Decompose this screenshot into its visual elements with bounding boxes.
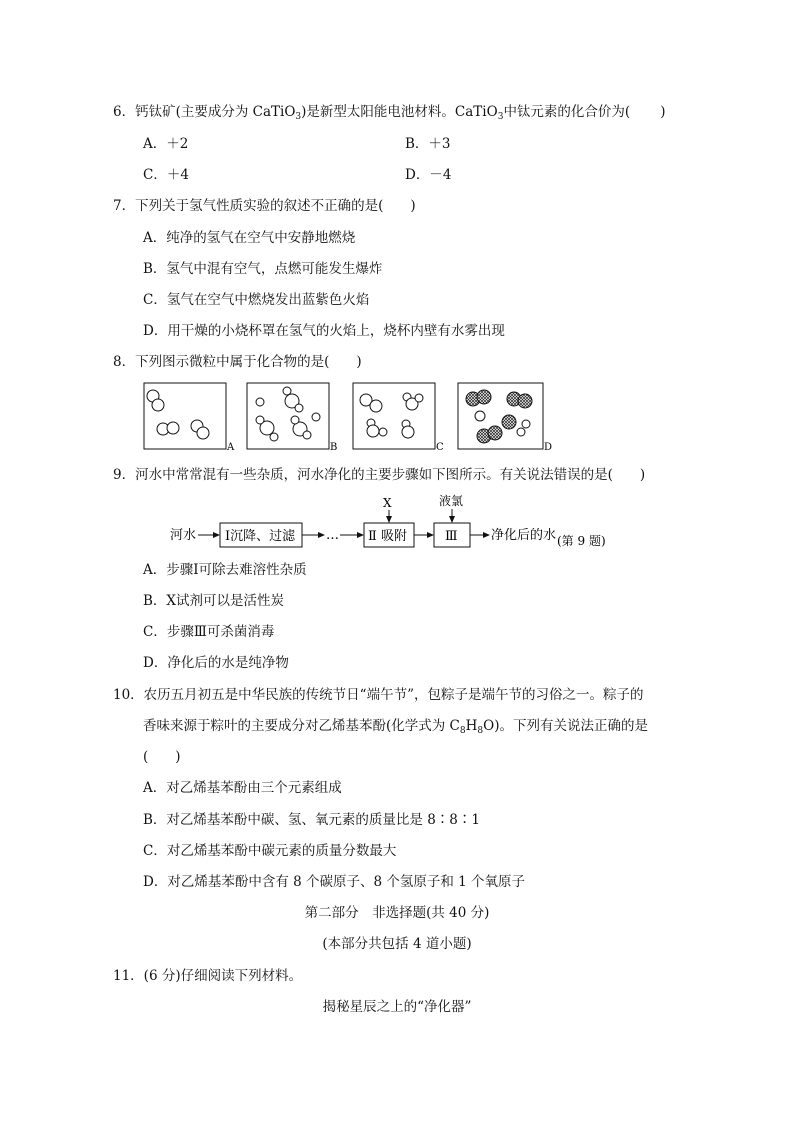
question-11-stem: 11．(6 分)仔细阅读下列材料。: [113, 968, 303, 984]
question-7-stem: 7．下列关于氢气性质实验的叙述不正确的是( ): [113, 198, 416, 214]
chlorine-label: 液氯: [439, 494, 464, 508]
q6-text-c: 中钛元素的化合价为(: [503, 104, 631, 120]
q10-text-a: 香味来源于粽叶的主要成分对乙烯基苯酚(化学式为 C: [143, 718, 460, 734]
question-10-line-1: 10．农历五月初五是中华民族的传统节日“端午节”，包粽子是端午节的习俗之一。粽子的: [113, 687, 644, 703]
q9-option-b: B．X试剂可以是活性炭: [143, 593, 285, 609]
step-2-label: Ⅱ 吸附: [368, 529, 407, 544]
q9-option-c: C．步骤Ⅲ可杀菌消毒: [143, 624, 275, 640]
q10-text-c: O)。下列有关说法正确的是: [483, 718, 648, 734]
diagram-label-b: B: [330, 442, 338, 453]
part-2-subtitle: (本部分共包括 4 道小题): [322, 936, 472, 952]
step-1-label: Ⅰ沉降、过滤: [225, 529, 296, 544]
figure-caption: (第 9 题): [557, 534, 606, 548]
q6-option-d: D．－4: [405, 167, 452, 183]
question-10-line-2: [143, 717, 648, 740]
subscript: 8: [459, 726, 466, 736]
flow-start-label: 河水: [170, 528, 197, 543]
particle-box-d: [458, 383, 552, 453]
q6-text-b: )是新型太阳能电池材料。CaTiO: [301, 104, 498, 120]
q10-option-a: A．对乙烯基苯酚由三个元素组成: [143, 780, 342, 796]
q7-option-b: B．氢气中混有空气，点燃可能发生爆炸: [143, 261, 383, 277]
q10-text-b: H: [465, 718, 478, 734]
reagent-x-label: X: [383, 496, 392, 510]
q10-option-b: B．对乙烯基苯酚中碳、氢、氧元素的质量比是 8∶8∶1: [143, 812, 480, 828]
question-10-line-3: ( ): [143, 749, 181, 765]
diagram-label-c: C: [436, 442, 444, 453]
question-6-number: 6．: [113, 104, 136, 120]
q9-option-d: D．净化后的水是纯净物: [143, 655, 289, 671]
q9-option-a: A．步骤Ⅰ可除去难溶性杂质: [143, 562, 307, 578]
question-6-stem: [113, 103, 666, 126]
subscript: 8: [477, 726, 484, 736]
question-9-stem: 9．河水中常常混有一些杂质，河水净化的主要步骤如下图所示。有关说法错误的是( ): [113, 467, 646, 483]
particle-box-a: [144, 383, 235, 453]
q6-close-paren: ): [660, 104, 666, 120]
step-3-label: Ⅲ: [445, 529, 458, 544]
particle-box-c: [353, 383, 444, 453]
q7-option-c: C．氢气在空气中燃烧发出蓝紫色火焰: [143, 292, 370, 308]
q10-option-c: C．对乙烯基苯酚中碳元素的质量分数最大: [143, 843, 397, 859]
question-8-stem: 8．下列图示微粒中属于化合物的是( ): [113, 354, 362, 370]
particle-diagrams: [140, 380, 560, 455]
q10-option-d: D．对乙烯基苯酚中含有 8 个碳原子、8 个氢原子和 1 个氧原子: [143, 874, 526, 890]
subscript: 3: [295, 112, 302, 122]
subscript: 3: [497, 112, 504, 122]
q6-option-c: C．＋4: [143, 167, 189, 183]
diagram-label-d: D: [544, 442, 553, 453]
article-title: 揭秘星辰之上的“净化器”: [322, 999, 472, 1015]
q7-option-d: D．用干燥的小烧杯罩在氢气的火焰上，烧杯内壁有水雾出现: [143, 323, 505, 339]
diagram-label-a: A: [227, 442, 235, 453]
water-purification-flow: [160, 490, 620, 552]
q7-option-a: A．纯净的氢气在空气中安静地燃烧: [143, 230, 356, 246]
q6-option-a: A．＋2: [143, 136, 189, 152]
q6-text-a: 钙钛矿(主要成分为 CaTiO: [135, 104, 296, 120]
part-2-title: 第二部分 非选择题(共 40 分): [304, 905, 490, 921]
flow-ellipsis: …: [326, 528, 339, 543]
particle-box-b: [247, 383, 337, 453]
q6-option-b: B．＋3: [405, 136, 451, 152]
flow-end-label: 净化后的水: [491, 528, 557, 543]
